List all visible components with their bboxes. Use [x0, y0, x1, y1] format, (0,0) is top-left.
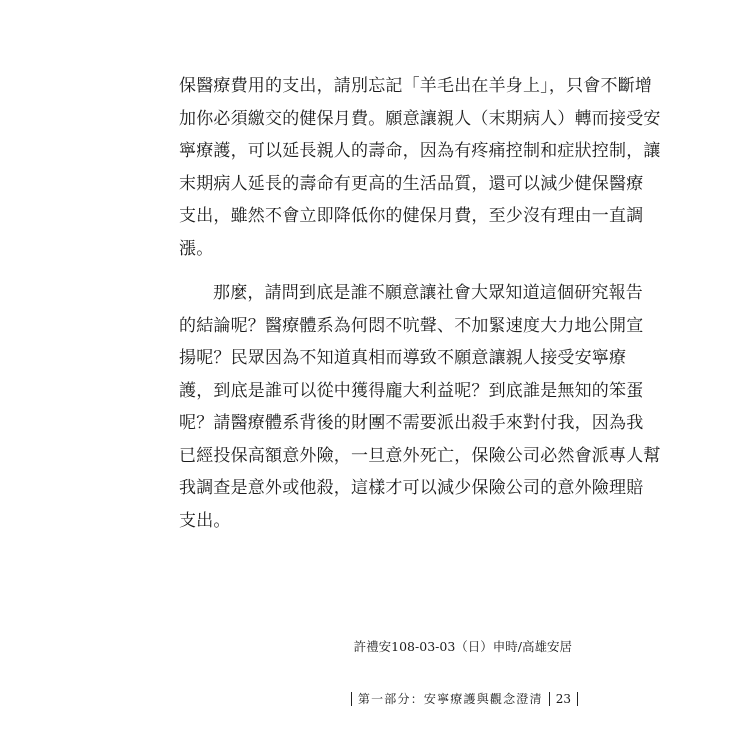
text-line: 寧療護，可以延長親人的壽命，因為有疼痛控制和症狀控制，讓	[179, 141, 661, 161]
text-line: 支出。	[179, 510, 231, 531]
text-line: 加你必須繳交的健保月費。願意讓親人（末期病人）轉而接受安	[179, 108, 661, 129]
text-line: 保醫療費用的支出，請別忘記「羊毛出在羊身上」，只會不斷增	[179, 76, 653, 96]
footer-divider	[577, 692, 578, 706]
text-line: 末期病人延長的壽命有更高的生活品質，還可以減少健保醫療	[179, 173, 644, 194]
section-title: 第一部分：安寧療護與觀念澄清	[357, 692, 543, 706]
footer-divider	[351, 692, 352, 706]
text-line: 呢？請醫療體系背後的財團不需要派出殺手來對付我，因為我	[179, 413, 644, 433]
text-line: 我調查是意外或他殺，這樣才可以減少保險公司的意外險理賠	[179, 478, 644, 498]
page-number: 23	[555, 691, 571, 706]
text-line: 支出，雖然不會立即降低你的健保月費，至少沒有理由一直調	[179, 206, 644, 226]
text-line: 的結論呢？醫療體系為何悶不吭聲、不加緊速度大力地公開宣	[179, 315, 644, 336]
paragraph-1	[179, 70, 661, 265]
text-line: 已經投保高額意外險，一旦意外死亡，保險公司必然會派專人幫	[179, 445, 661, 466]
paragraph-2	[179, 277, 661, 537]
footer-divider	[549, 692, 550, 706]
text-line: 漲。	[179, 238, 214, 259]
body-text	[179, 70, 661, 537]
text-line: 揚呢？民眾因為不知道真相而導致不願意讓親人接受安寧療	[179, 348, 627, 368]
text-line: 那麼，請問到底是誰不願意讓社會大眾知道這個研究報告	[213, 283, 643, 303]
page-footer	[351, 690, 578, 707]
author-signature: 許禮安108-03-03（日）申時/高雄安居	[353, 639, 572, 654]
text-line: 護，到底是誰可以從中獲得龐大利益呢？到底誰是無知的笨蛋	[179, 380, 644, 401]
